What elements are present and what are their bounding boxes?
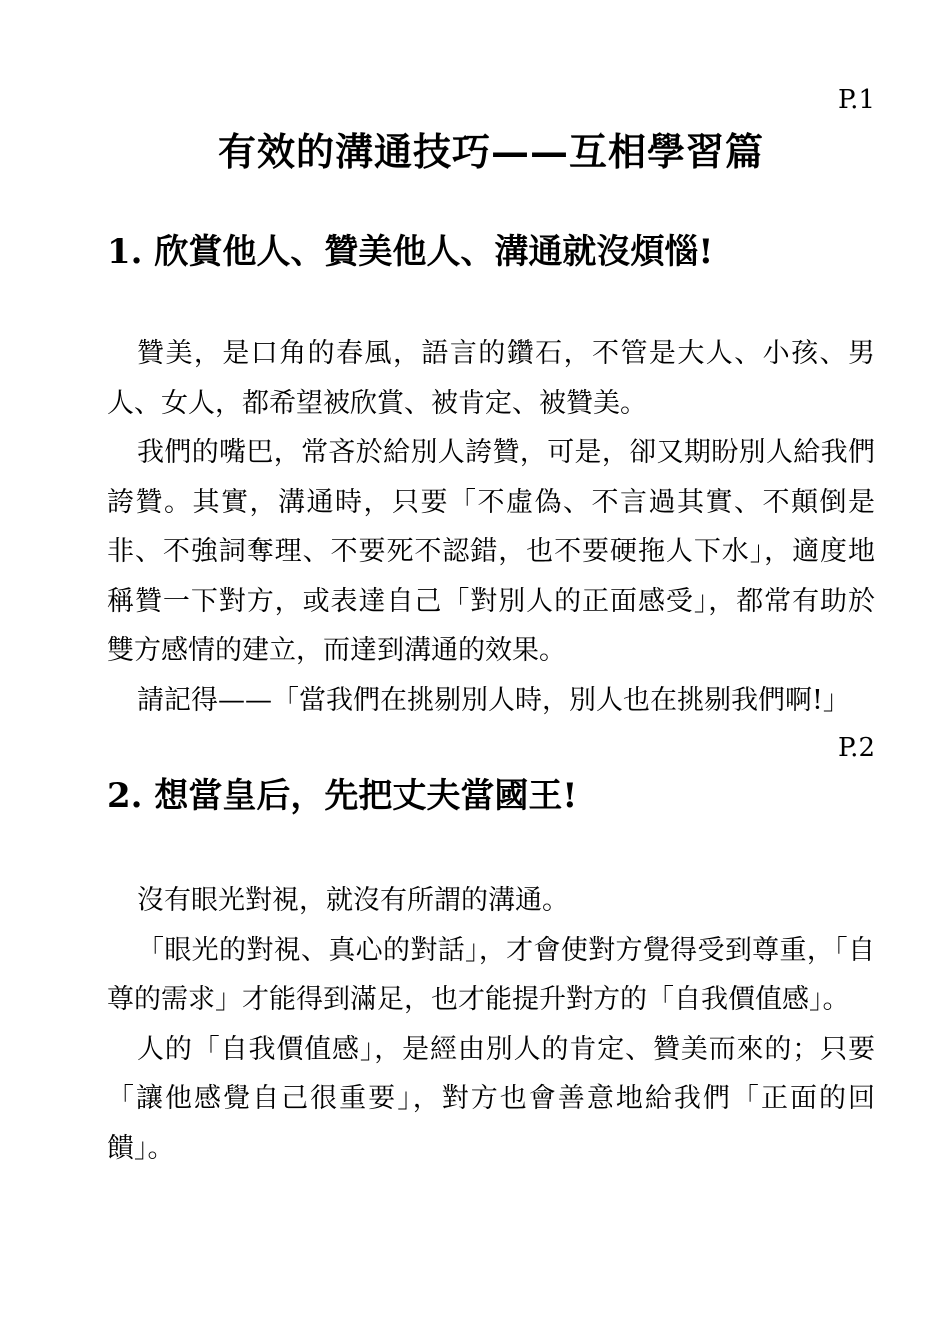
document-title: 有效的溝通技巧——互相學習篇 [217, 129, 764, 174]
section-2-paragraph-1: 沒有眼光對視，就沒有所謂的溝通。 [137, 885, 569, 916]
section-2-paragraph-2: 「眼光的對視、真心的對話」，才會使對方覺得受到尊重，「自尊的需求」才能得到滿足，也才能提升對方的「自我價值感」。 [107, 934, 875, 1015]
section-1-paragraph-1: 贊美，是口角的春風，語言的鑽石，不管是大人、小孩、男人、女人，都希望被欣賞、被肯定、被贊美。 [107, 338, 875, 419]
section-heading-1: 1. 欣賞他人、贊美他人、溝通就沒煩惱! [107, 232, 714, 272]
page-number-2: P.2 [837, 733, 875, 763]
section-heading-2: 2. 想當皇后，先把丈夫當國王! [107, 776, 578, 816]
section-1-paragraph-2: 我們的嘴巴，常吝於給別人誇贊，可是，卻又期盼別人給我們誇贊。其實，溝通時，只要「不虛偽、不言過其實、不顛倒是非、不強詞奪理、不要死不認錯，也不要硬拖人下水」，適度地稱贊一下對方，或表達自己「對別人的正面感受」，都常有助於雙方感情的建立，而達到溝通的效果。 [107, 437, 875, 666]
section-1-paragraph-3: 請記得——「當我們在挑剔別人時，別人也在挑剔我們啊!」 [137, 684, 850, 716]
page-number-1: P.1 [837, 85, 875, 115]
section-2-paragraph-3: 人的「自我價值感」，是經由別人的肯定、贊美而來的；只要「讓他感覺自己很重要」，對方也會善意地給我們「正面的回饋」。 [107, 1033, 875, 1164]
